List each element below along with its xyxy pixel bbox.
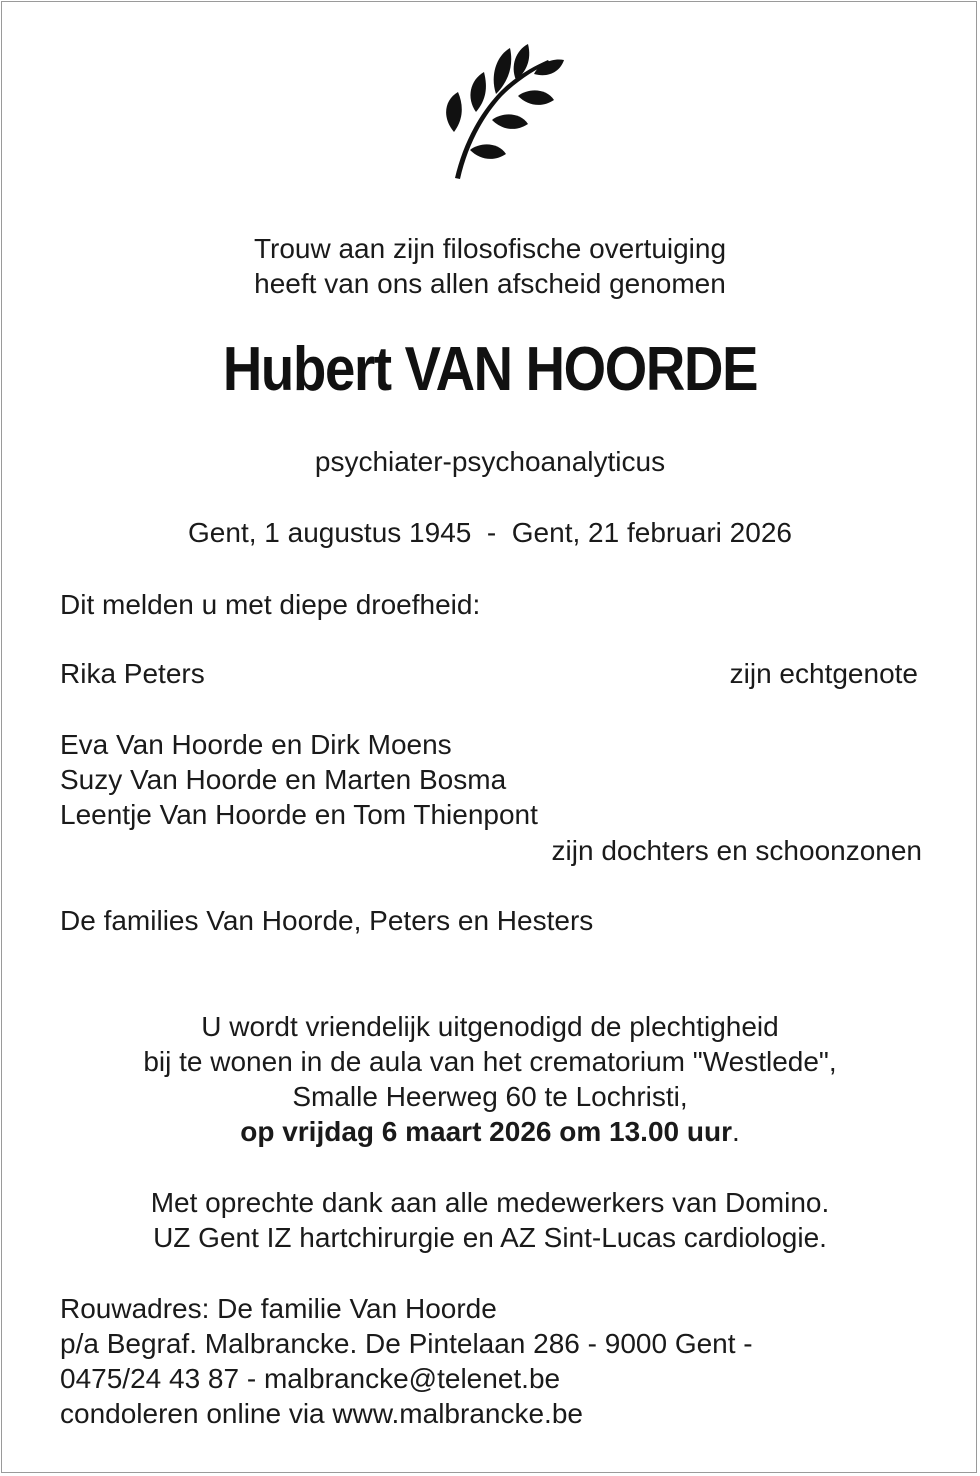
daughter-entry: Eva Van Hoorde en Dirk Moens	[60, 729, 452, 760]
daughter-entry: Leentje Van Hoorde en Tom Thienpont	[60, 799, 538, 830]
ceremony-datetime-line	[0, 1114, 980, 1149]
olive-branch-icon	[436, 36, 566, 182]
address-line: Rouwadres: De familie Van Hoorde	[60, 1293, 497, 1324]
ceremony-line: U wordt vriendelijk uitgenodigd de plechtigheid	[201, 1011, 779, 1042]
daughters-role: zijn dochters en schoonzonen	[551, 835, 922, 866]
ceremony-line: bij te wonen in de aula van het crematorium "Westlede",	[143, 1046, 837, 1077]
intro-text	[0, 231, 980, 301]
intro-line: heeft van ons allen afscheid genomen	[254, 268, 726, 299]
families: De families Van Hoorde, Peters en Hesters	[60, 905, 594, 936]
thanks-line: Met oprechte dank aan alle medewerkers van Domino.	[150, 1187, 830, 1218]
address-line: p/a Begraf. Malbrancke. De Pintelaan 286 - 9000 Gent -	[60, 1328, 753, 1359]
spouse-name: Rika Peters	[60, 658, 205, 689]
deceased-name: Hubert VAN HOORDE	[222, 335, 758, 404]
ceremony-datetime-suffix: .	[731, 1116, 740, 1147]
daughter-entry: Suzy Van Hoorde en Marten Bosma	[60, 764, 507, 795]
ceremony-invitation	[0, 1009, 980, 1149]
daughters-list	[60, 727, 538, 832]
thanks	[0, 1185, 980, 1255]
address-website: condoleren online via www.malbrancke.be	[60, 1398, 583, 1429]
mourning-address	[60, 1291, 753, 1431]
birth-death-dates: Gent, 1 augustus 1945 - Gent, 21 februari 2026	[188, 517, 792, 548]
profession: psychiater-psychoanalyticus	[314, 446, 666, 477]
announcement: Dit melden u met diepe droefheid:	[60, 589, 481, 620]
thanks-line: UZ Gent IZ hartchirurgie en AZ Sint-Lucas cardiologie.	[153, 1222, 827, 1253]
intro-line: Trouw aan zijn filosofische overtuiging	[253, 233, 727, 264]
ceremony-line: Smalle Heerweg 60 te Lochristi,	[292, 1081, 688, 1112]
ceremony-datetime: op vrijdag 6 maart 2026 om 13.00 uur	[240, 1116, 732, 1147]
address-contact: 0475/24 43 87 - malbrancke@telenet.be	[60, 1363, 561, 1394]
spouse-role: zijn echtgenote	[729, 658, 918, 689]
